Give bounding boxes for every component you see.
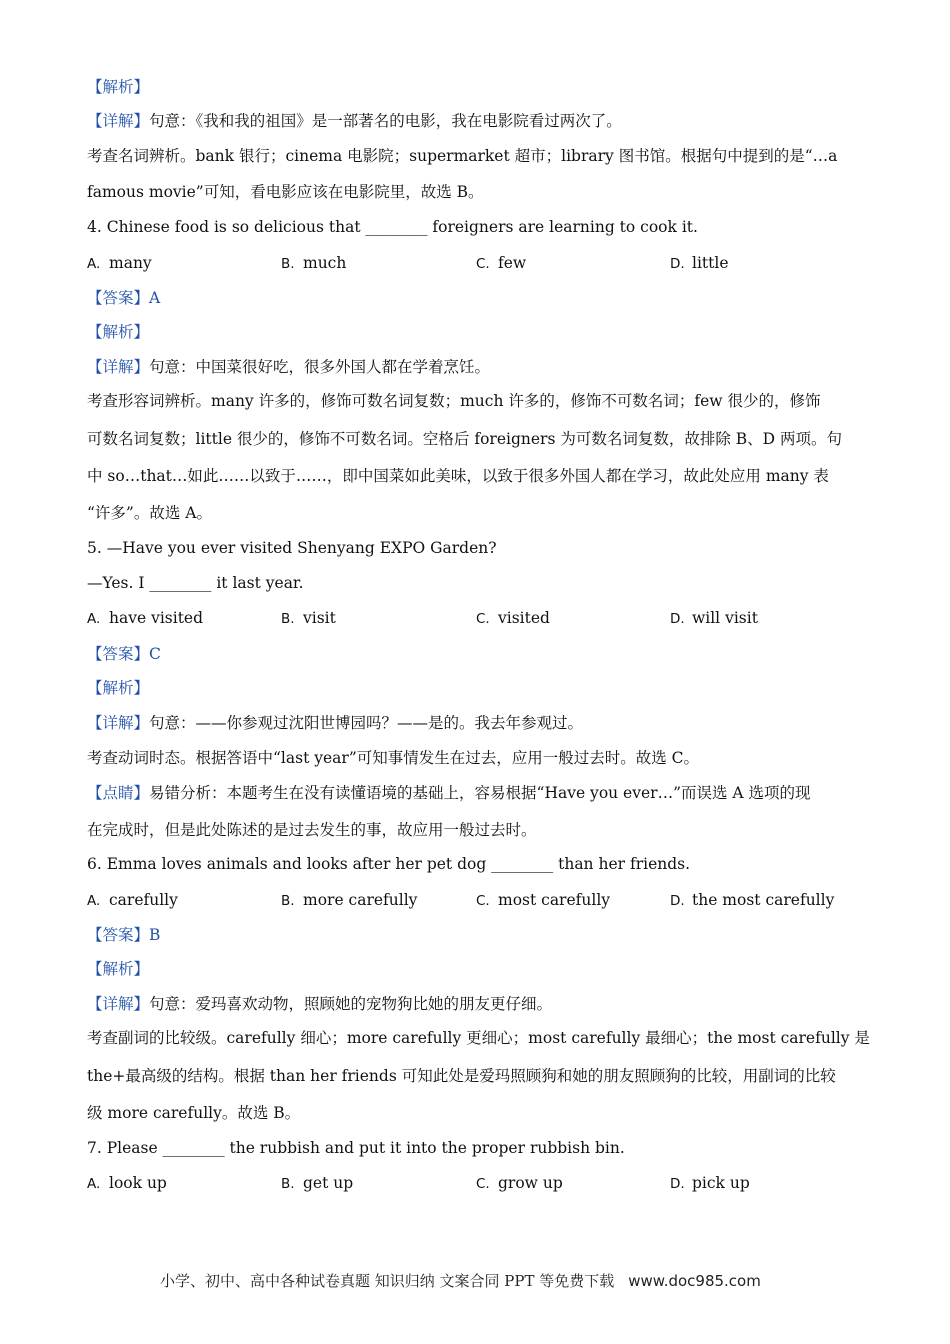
option-c <box>476 608 550 629</box>
option-text: more carefully <box>303 891 418 909</box>
answer-line <box>87 925 160 945</box>
option-d <box>670 1173 750 1194</box>
tip-text: 易错分析：本题考生在没有读懂语境的基础上，容易根据“Have you ever…”而误选 A 选项的现 <box>149 784 811 802</box>
tip-tag: 【点睛】 <box>87 784 150 802</box>
answer-tag: 【答案】 <box>87 645 150 663</box>
option-text: get up <box>303 1174 354 1192</box>
explanation-line: 考查形容词辨析。many 许多的，修饰可数名词复数；much 许多的，修饰不可数名词；few 很少的，修饰 <box>87 392 821 410</box>
explanation-line: 考查名词辨析。bank 银行；cinema 电影院；supermarket 超市；library 图书馆。根据句中提到的是“…a <box>87 147 838 165</box>
detail-text: 句意：中国菜很好吃，很多外国人都在学着烹饪。 <box>149 358 491 376</box>
option-text: will visit <box>692 609 758 627</box>
explanation-line: 可数名词复数；little 很少的，修饰不可数名词。空格后 foreigners 为可数名词复数，故排除 B、D 两项。句 <box>87 430 843 448</box>
answer-tag: 【答案】 <box>87 926 150 944</box>
option-a <box>87 253 152 274</box>
answer-value: C <box>149 645 161 663</box>
option-b <box>281 1173 353 1194</box>
option-letter: A. <box>87 893 101 909</box>
analysis-heading: 【解析】 <box>87 679 150 697</box>
option-letter: B. <box>281 256 295 272</box>
tip-line <box>87 783 811 803</box>
analysis-heading: 【解析】 <box>87 78 150 96</box>
answer-line <box>87 644 161 664</box>
question-6: 6. Emma loves animals and looks after her pet dog ________ than her friends. <box>87 855 691 873</box>
option-text: carefully <box>109 891 178 909</box>
question-5-reply: —Yes. I ________ it last year. <box>87 574 304 592</box>
option-text: most carefully <box>498 891 611 909</box>
answer-value: B <box>149 926 161 944</box>
detail-line <box>87 713 583 733</box>
explanation-line: the+最高级的结构。根据 than her friends 可知此处是爱玛照顾狗和她的朋友照顾狗的比较，用副词的比较 <box>87 1067 836 1085</box>
page-footer <box>160 1270 761 1291</box>
option-text: look up <box>109 1174 167 1192</box>
footer-text: 小学、初中、高中各种试卷真题 知识归纳 文案合同 PPT 等免费下载 <box>160 1272 615 1290</box>
answer-value: A <box>149 289 161 307</box>
option-letter: B. <box>281 611 295 627</box>
option-letter: D. <box>670 893 685 909</box>
question-5: 5. —Have you ever visited Shenyang EXPO Garden? <box>87 539 497 557</box>
detail-text: 句意：——你参观过沈阳世博园吗？——是的。我去年参观过。 <box>149 714 584 732</box>
answer-line <box>87 288 160 308</box>
option-d <box>670 608 758 629</box>
option-letter: C. <box>476 256 490 272</box>
analysis-heading: 【解析】 <box>87 960 150 978</box>
option-a <box>87 1173 167 1194</box>
detail-line <box>87 357 490 377</box>
option-letter: C. <box>476 1176 490 1192</box>
analysis-heading: 【解析】 <box>87 323 150 341</box>
option-b <box>281 608 336 629</box>
explanation-line: 级 more carefully。故选 B。 <box>87 1104 301 1122</box>
footer-url[interactable]: www.doc985.com <box>628 1272 761 1290</box>
option-letter: A. <box>87 1176 101 1192</box>
option-text: have visited <box>109 609 204 627</box>
option-a <box>87 890 178 911</box>
option-c <box>476 890 610 911</box>
option-letter: C. <box>476 611 490 627</box>
option-c <box>476 253 526 274</box>
option-b <box>281 253 346 274</box>
option-letter: B. <box>281 1176 295 1192</box>
option-letter: C. <box>476 893 490 909</box>
option-letter: A. <box>87 611 101 627</box>
explanation-line: “许多”。故选 A。 <box>87 504 212 522</box>
explanation-line: 考查动词时态。根据答语中“last year”可知事情发生在过去，应用一般过去时。故选 C。 <box>87 749 700 767</box>
option-text: few <box>498 254 527 272</box>
option-d <box>670 890 834 911</box>
option-letter: D. <box>670 1176 685 1192</box>
option-text: grow up <box>498 1174 563 1192</box>
detail-line <box>87 111 622 131</box>
option-d <box>670 253 729 274</box>
option-text: much <box>303 254 347 272</box>
option-b <box>281 890 417 911</box>
explanation-line: 考查副词的比较级。carefully 细心；more carefully 更细心；most carefully 最细心；the most carefully 是 <box>87 1029 870 1047</box>
option-letter: D. <box>670 256 685 272</box>
option-letter: D. <box>670 611 685 627</box>
option-a <box>87 608 203 629</box>
option-letter: B. <box>281 893 295 909</box>
option-text: visit <box>303 609 336 627</box>
option-letter: A. <box>87 256 101 272</box>
option-text: the most carefully <box>692 891 835 909</box>
detail-tag: 【详解】 <box>87 358 150 376</box>
detail-text: 句意：爱玛喜欢动物，照顾她的宠物狗比她的朋友更仔细。 <box>149 995 553 1013</box>
detail-tag: 【详解】 <box>87 714 150 732</box>
option-c <box>476 1173 563 1194</box>
question-4: 4. Chinese food is so delicious that ________ foreigners are learning to cook it. <box>87 218 698 236</box>
tip-line: 在完成时，但是此处陈述的是过去发生的事，故应用一般过去时。 <box>87 821 537 839</box>
detail-tag: 【详解】 <box>87 112 150 130</box>
option-text: many <box>109 254 152 272</box>
option-text: little <box>692 254 729 272</box>
question-7: 7. Please ________ the rubbish and put it into the proper rubbish bin. <box>87 1139 625 1157</box>
explanation-line: 中 so…that…如此……以致于……，即中国菜如此美味，以致于很多外国人都在学习，故此处应用 many 表 <box>87 467 829 485</box>
option-text: pick up <box>692 1174 750 1192</box>
detail-text: 句意：《我和我的祖国》是一部著名的电影，我在电影院看过两次了。 <box>149 112 622 130</box>
explanation-line: famous movie”可知，看电影应该在电影院里，故选 B。 <box>87 183 484 201</box>
option-text: visited <box>498 609 550 627</box>
detail-tag: 【详解】 <box>87 995 150 1013</box>
detail-line <box>87 994 552 1014</box>
answer-tag: 【答案】 <box>87 289 150 307</box>
